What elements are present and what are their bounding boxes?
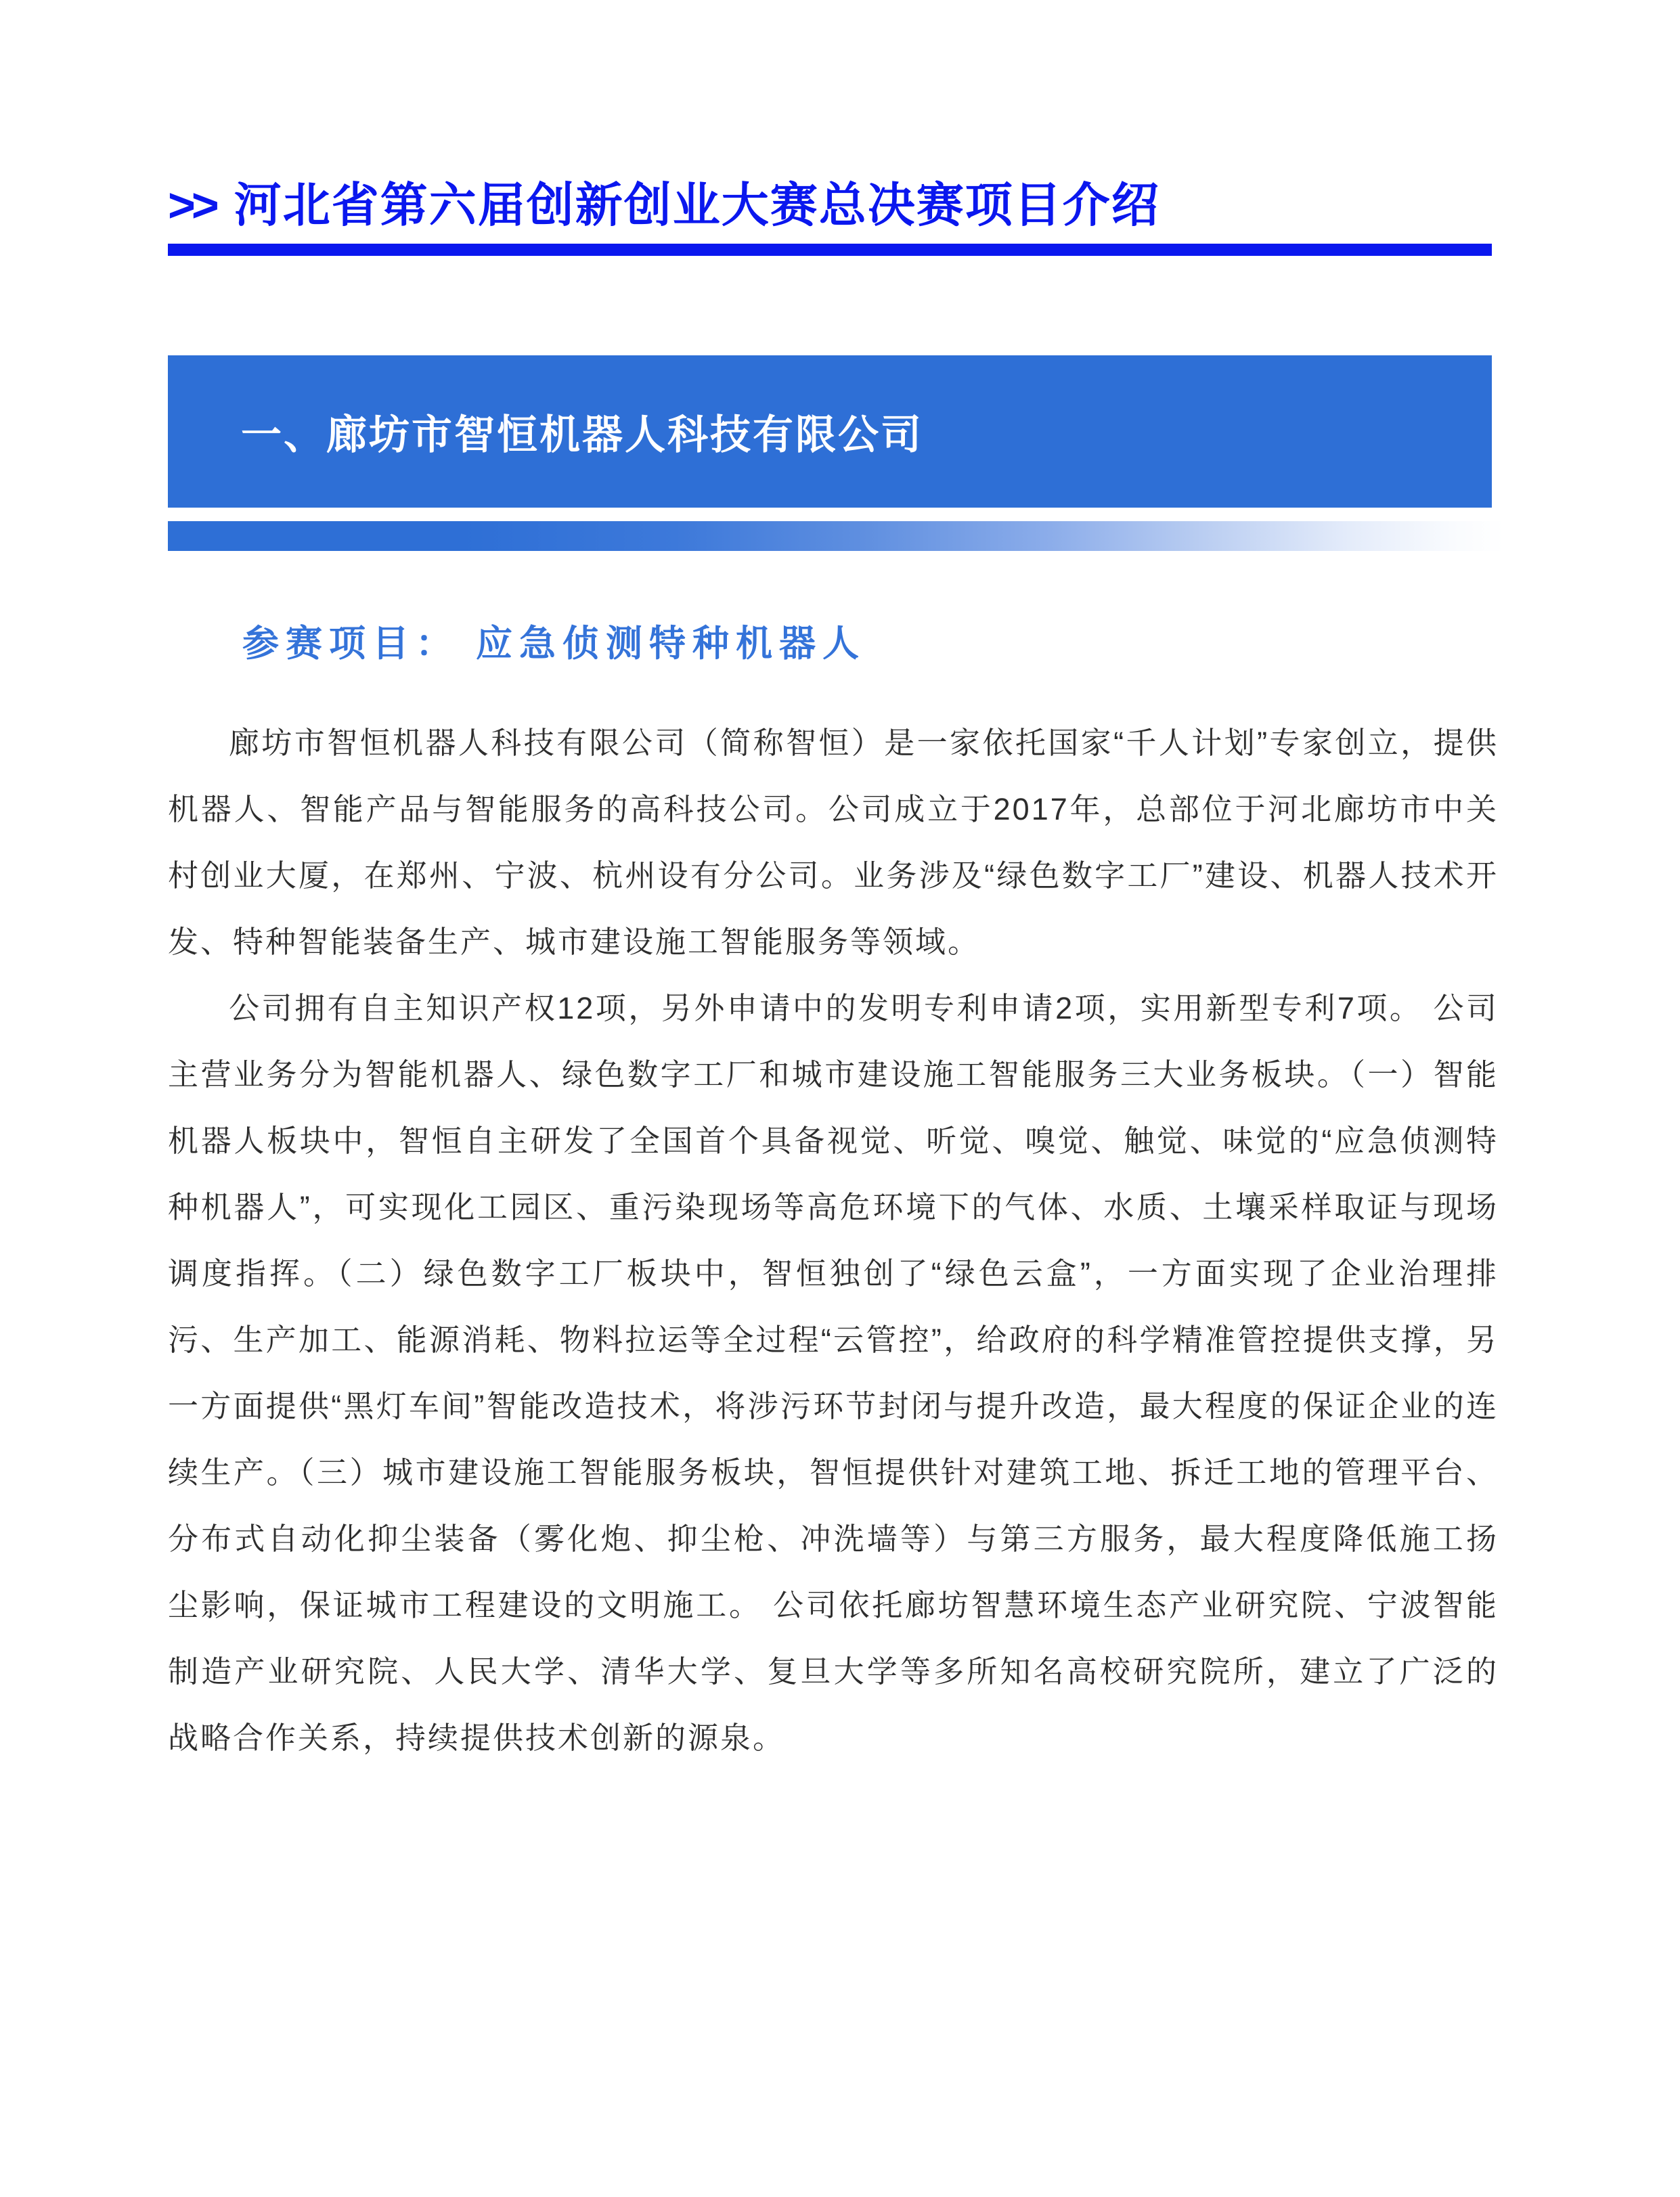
content-column [168,0,1499,1771]
gradient-divider-bar [168,521,1505,551]
title-underline-bar [168,244,1492,256]
paragraph-business-detail: 公司拥有自主知识产权12项，另外申请中的发明专利申请2项，实用新型专利7项。 公司主营业务分为智能机器人、绿色数字工厂和城市建设施工智能服务三大业务板块。（一）智能机器人板块中，智恒自主研发了全国首个具备视觉、听觉、嗅觉、触觉、味觉的“应急侦测特种机器人”，可实现化工园区、重污染现场等高危环境下的气体、水质、土壤采样取证与现场调度指挥。（二）绿色数字工厂板块中，智恒独创了“绿色云盒”，一方面实现了企业治理排污、生产加工、能源消耗、物料拉运等全过程“云管控”，给政府的科学精准管控提供支撑，另一方面提供“黑灯车间”智能改造技术，将涉污环节封闭与提升改造，最大程度的保证企业的连续生产。（三）城市建设施工智能服务板块，智恒提供针对建筑工地、拆迁工地的管理平台、分布式自动化抑尘装备（雾化炮、抑尘枪、冲洗墙等）与第三方服务，最大程度降低施工扬尘影响，保证城市工程建设的文明施工。 公司依托廊坊智慧环境生态产业研究院、宁波智能制造产业研究院、人民大学、清华大学、复旦大学等多所知名高校研究院所，建立了广泛的战略合作关系，持续提供技术创新的源泉。 [168,991,1499,1755]
body-text [168,710,1499,1771]
section-banner [168,355,1492,508]
section-banner-label: 一、廊坊市智恒机器人科技有限公司 [241,412,923,458]
paragraph-company-intro: 廊坊市智恒机器人科技有限公司（简称智恒）是一家依托国家“千人计划”专家创立，提供机器人、智能产品与智能服务的高科技公司。公司成立于2017年，总部位于河北廊坊市中关村创业大厦，在郑州、宁波、杭州设有分公司。业务涉及“绿色数字工厂”建设、机器人技术开发、特种智能装备生产、城市建设施工智能服务等领域。 [168,726,1499,959]
page-title-text: 河北省第六届创新创业大赛总决赛项目介绍 [234,179,1160,231]
title-chevrons-icon: >> [168,179,215,231]
page-title [168,177,1499,233]
project-subtitle: 参赛项目： 应急侦测特种机器人 [242,623,866,664]
